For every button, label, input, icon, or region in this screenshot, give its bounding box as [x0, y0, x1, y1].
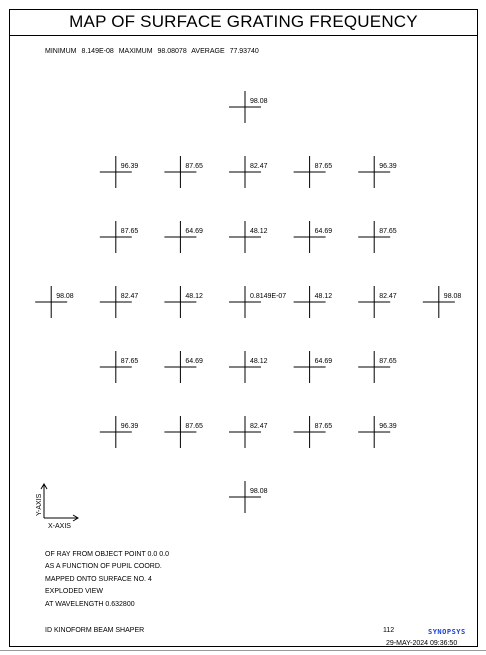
point-value-label: 87.65	[379, 228, 397, 235]
point-value-label: 64.69	[314, 358, 333, 365]
map-point	[358, 351, 397, 383]
note-line: AS A FUNCTION OF PUPIL COORD.	[45, 563, 162, 571]
point-value-label: 98.08	[250, 98, 268, 105]
map-point	[229, 286, 286, 318]
map-points	[35, 91, 461, 513]
point-value-label: 87.65	[314, 163, 333, 170]
point-value-label: 87.65	[120, 358, 139, 365]
point-value-label: 87.65	[120, 228, 139, 235]
map-point	[358, 221, 397, 253]
map-point	[294, 221, 333, 253]
axis-indicator	[36, 484, 78, 530]
map-point	[358, 286, 397, 318]
map-point	[229, 481, 268, 513]
point-value-label: 64.69	[185, 358, 203, 365]
point-value-label: 96.39	[120, 423, 139, 430]
synopsys-logo: SYNOPSYS	[428, 628, 466, 636]
lens-id: ID KINOFORM BEAM SHAPER	[45, 627, 145, 634]
point-value-label: 87.65	[185, 423, 203, 430]
map-point	[100, 416, 139, 448]
point-value-label: 96.39	[379, 423, 397, 430]
map-point	[358, 156, 397, 188]
map-point	[100, 351, 139, 383]
point-value-label: 82.47	[250, 163, 268, 170]
map-point	[164, 221, 203, 253]
map-point	[164, 156, 203, 188]
note-line: EXPLODED VIEW	[45, 588, 103, 596]
point-value-label: 82.47	[250, 423, 268, 430]
note-line: OF RAY FROM OBJECT POINT 0.0 0.0	[45, 551, 169, 558]
point-value-label: 87.65	[185, 163, 203, 170]
point-value-label: 98.08	[56, 293, 74, 300]
point-value-label: 48.12	[185, 293, 203, 300]
map-point	[164, 416, 203, 448]
point-value-label: 82.47	[120, 293, 139, 300]
map-point	[164, 286, 203, 318]
point-value-label: 48.12	[314, 293, 333, 300]
point-value-label: 87.65	[314, 423, 333, 430]
map-point	[229, 416, 268, 448]
point-value-label: 48.12	[250, 358, 268, 365]
bottom-divider	[0, 650, 486, 651]
minimum-value: 8.149E-08	[81, 48, 114, 55]
point-value-label: 64.69	[185, 228, 203, 235]
average-label: AVERAGE	[191, 48, 225, 55]
point-value-label: 48.12	[250, 228, 268, 235]
point-value-label: 87.65	[379, 358, 397, 365]
map-point	[294, 156, 333, 188]
point-value-label: 0.8149E-07	[250, 293, 287, 300]
point-value-label: 96.39	[379, 163, 397, 170]
timestamp: 29-MAY-2024 09:36:50	[386, 640, 458, 647]
plot-title-text: MAP OF SURFACE GRATING FREQUENCY	[69, 12, 418, 31]
point-value-label: 98.08	[443, 293, 462, 300]
map-point	[35, 286, 74, 318]
point-value-label: 96.39	[120, 163, 139, 170]
map-point	[100, 221, 139, 253]
average-value: 77.93740	[229, 48, 259, 55]
maximum-label: MAXIMUM	[118, 48, 153, 55]
point-value-label: 82.47	[379, 293, 397, 300]
page-number: 112	[383, 627, 395, 634]
ray-notes	[45, 549, 169, 611]
map-point	[229, 91, 268, 123]
map-point	[229, 351, 268, 383]
y-axis-label: Y-AXIS	[36, 493, 43, 516]
point-value-label: 64.69	[314, 228, 333, 235]
map-point	[229, 156, 268, 188]
map-point	[100, 286, 139, 318]
map-point	[229, 221, 268, 253]
map-point	[294, 351, 333, 383]
map-point	[294, 286, 333, 318]
note-line: MAPPED ONTO SURFACE NO. 4	[45, 575, 152, 583]
map-point	[294, 416, 333, 448]
map-point	[164, 351, 203, 383]
maximum-value: 98.08078	[157, 48, 187, 55]
note-line: AT WAVELENGTH 0.632800	[45, 600, 135, 608]
map-point	[423, 286, 462, 318]
map-point	[358, 416, 397, 448]
point-value-label: 98.08	[250, 488, 268, 495]
map-point	[100, 156, 139, 188]
minimum-label: MINIMUM	[45, 48, 77, 55]
x-axis-label: X-AXIS	[48, 523, 71, 530]
